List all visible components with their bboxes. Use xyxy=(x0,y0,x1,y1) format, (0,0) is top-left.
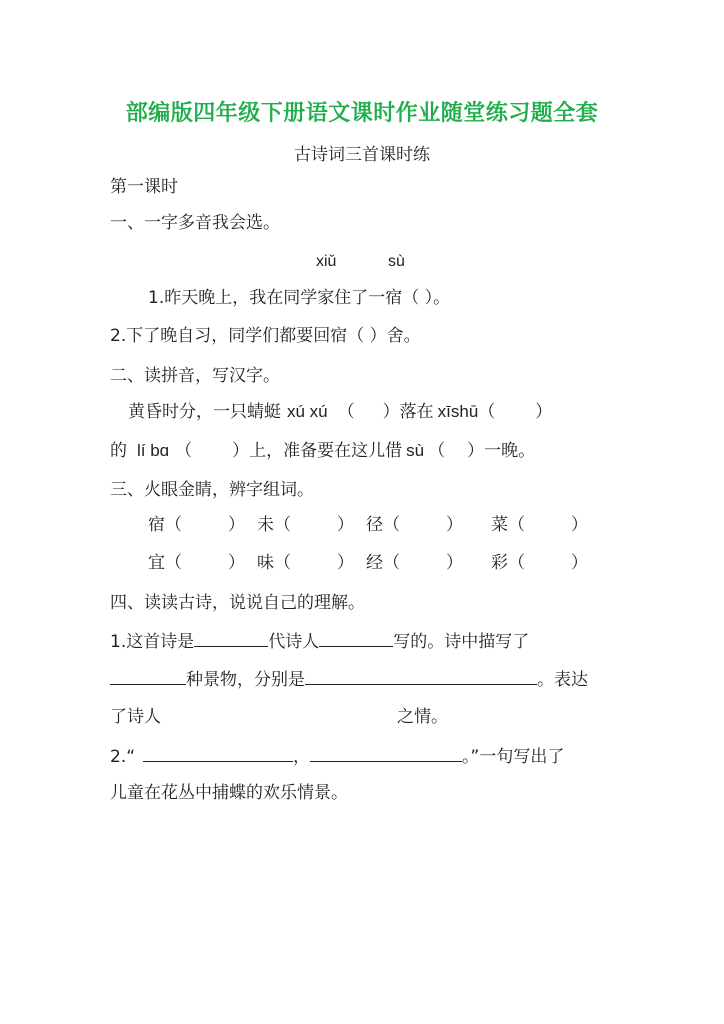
paren: ） xyxy=(337,515,354,535)
answer-space[interactable] xyxy=(525,567,571,568)
text: 的 xyxy=(110,441,127,461)
paren: ） xyxy=(228,553,245,573)
answer-space[interactable] xyxy=(400,567,446,568)
question-4-2-line-1 xyxy=(110,744,564,768)
section-3-heading: 三、火眼金睛，辨字组词。 xyxy=(110,480,314,500)
text: 之情。 xyxy=(397,707,448,727)
answer-blank[interactable] xyxy=(194,629,268,647)
question-4-1-line-3 xyxy=(110,706,448,728)
answer-blank[interactable] xyxy=(143,744,293,762)
word-row-1 xyxy=(148,514,588,536)
question-4-1-line-2 xyxy=(110,667,588,691)
answer-space[interactable] xyxy=(182,529,228,530)
answer-space[interactable] xyxy=(291,567,337,568)
paren: ） xyxy=(228,515,245,535)
paren: （ xyxy=(337,402,355,422)
answer-space[interactable] xyxy=(445,455,467,456)
pinyin-su: sù xyxy=(388,253,405,270)
pinyin-line-1 xyxy=(128,401,552,423)
text: 写的。诗中描写了 xyxy=(393,632,530,652)
answer-blank[interactable] xyxy=(319,629,393,647)
text: ）一晚。 xyxy=(467,441,536,461)
answer-space[interactable] xyxy=(192,455,232,456)
answer-space[interactable] xyxy=(525,529,571,530)
paren: ） xyxy=(446,515,463,535)
char-cell: 味（ xyxy=(257,553,291,573)
answer-space[interactable] xyxy=(182,567,228,568)
char-cell: 宿（ xyxy=(148,515,182,535)
section-2-heading: 二、读拼音，写汉字。 xyxy=(110,366,280,386)
answer-space[interactable] xyxy=(161,721,397,722)
section-4-heading: 四、读读古诗，说说自己的理解。 xyxy=(110,593,365,613)
answer-space[interactable] xyxy=(495,416,535,417)
paren: ） xyxy=(535,402,553,422)
paren: （ xyxy=(478,402,496,422)
char-cell: 宜（ xyxy=(148,553,182,573)
text: 。”一句写出了 xyxy=(462,747,565,767)
word-row-2 xyxy=(148,552,588,574)
question-4-1-line-1 xyxy=(110,629,529,653)
paren: ） xyxy=(446,553,463,573)
question-1-2: 2.下了晚自习，同学们都要回宿（ ）舍。 xyxy=(110,326,421,346)
question-4-2-line-2: 儿童在花丛中捕蝶的欢乐情景。 xyxy=(110,783,348,803)
answer-space[interactable] xyxy=(400,529,446,530)
text: 了诗人 xyxy=(110,707,161,727)
paren: （ xyxy=(428,441,446,461)
pinyin: xīshū xyxy=(437,402,479,421)
text: 。表达 xyxy=(537,670,588,690)
answer-blank[interactable] xyxy=(310,744,462,762)
text: ）上，准备要在这儿借 xyxy=(232,441,403,461)
text: 代诗人 xyxy=(268,632,320,652)
pinyin: lí bɑ xyxy=(137,441,170,460)
pinyin-xiu: xiǔ xyxy=(316,253,337,270)
char-cell: 径（ xyxy=(366,515,400,535)
document-title: 部编版四年级下册语文课时作业随堂练习题全套 xyxy=(125,101,599,126)
pinyin: sù xyxy=(406,441,425,460)
lesson-label: 第一课时 xyxy=(110,177,178,197)
text: 黄昏时分，一只蜻蜓 xyxy=(128,402,281,422)
text: ， xyxy=(293,747,311,767)
text: 2.“ xyxy=(110,747,136,767)
paren: ） xyxy=(337,553,354,573)
answer-blank[interactable] xyxy=(110,667,186,685)
text: ）落在 xyxy=(382,402,434,422)
pinyin-line-2 xyxy=(110,440,535,462)
section-1-heading: 一、一字多音我会选。 xyxy=(110,213,280,233)
answer-space[interactable] xyxy=(291,529,337,530)
char-cell: 彩（ xyxy=(491,553,525,573)
char-cell: 菜（ xyxy=(491,515,525,535)
answer-blank[interactable] xyxy=(305,667,537,685)
char-cell: 未（ xyxy=(257,515,291,535)
document-subtitle: 古诗词三首课时练 xyxy=(294,145,430,165)
text: 1.这首诗是 xyxy=(110,632,195,652)
text: 种景物，分别是 xyxy=(186,670,305,690)
question-1-1: 1.昨天晚上，我在同学家住了一宿（ ）。 xyxy=(148,288,451,308)
paren: ） xyxy=(571,515,588,535)
paren: ） xyxy=(571,553,588,573)
answer-space[interactable] xyxy=(355,416,383,417)
char-cell: 经（ xyxy=(366,553,400,573)
pinyin: xú xú xyxy=(287,402,328,421)
paren: （ xyxy=(175,441,193,461)
